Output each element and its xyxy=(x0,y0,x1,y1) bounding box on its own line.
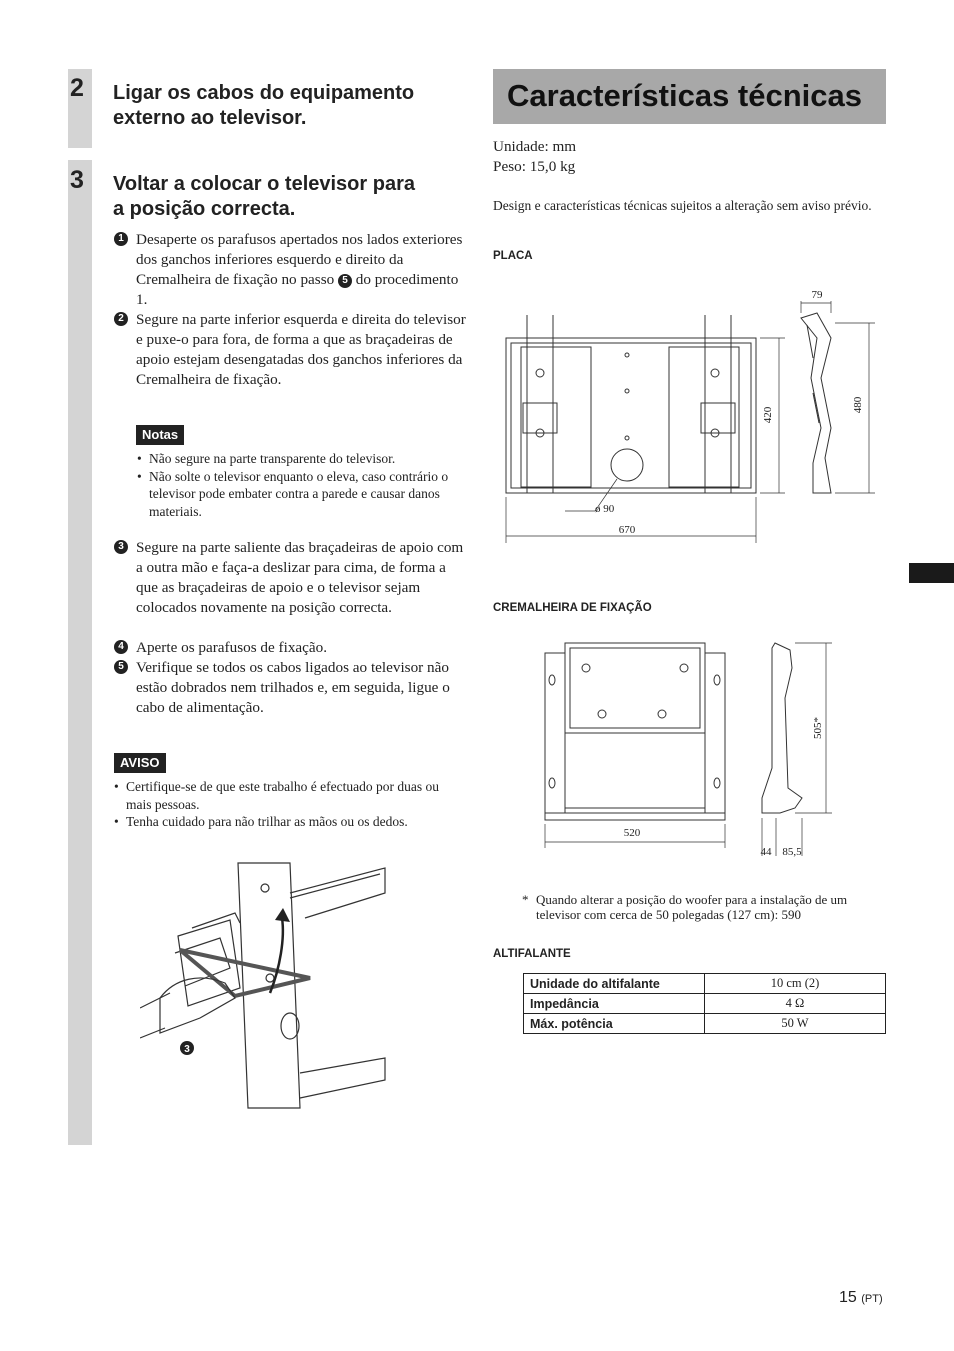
step-3-number: 3 xyxy=(70,166,84,194)
spec-key: Máx. potência xyxy=(524,1014,705,1034)
specs-disclaimer: Design e características técnicas sujeitos a alteração sem aviso prévio. xyxy=(493,198,872,213)
notes-label: Notas xyxy=(136,425,184,445)
procedure-item-3-number: 3 xyxy=(114,540,128,554)
spec-value: 10 cm (2) xyxy=(705,974,886,994)
step-2-title xyxy=(113,81,414,131)
placa-dim-depth: 79 xyxy=(811,289,823,301)
table-row xyxy=(524,994,886,1014)
page-lang: (PT) xyxy=(861,1293,883,1305)
specs-weight: Peso: 15,0 kg xyxy=(493,158,576,175)
step-2-title-line1: Ligar os cabos do equipamento xyxy=(113,82,415,104)
cremalheira-dim-base-b: 85,5 xyxy=(782,846,802,858)
step-3-title-line2: a posição correcta. xyxy=(113,198,296,220)
specs-title-bar xyxy=(493,69,886,124)
cremalheira-dim-base-a: 44 xyxy=(760,846,772,858)
step-2-number: 2 xyxy=(70,74,84,102)
placa-heading: PLACA xyxy=(493,250,533,262)
procedure-item-2-number: 2 xyxy=(114,312,128,326)
procedure-item-4-number: 4 xyxy=(114,640,128,654)
cremalheira-heading: CREMALHEIRA DE FIXAÇÃO xyxy=(493,602,652,614)
specs-unit: Unidade: mm xyxy=(493,138,577,155)
step-3-title xyxy=(113,172,415,222)
speaker-spec-table xyxy=(523,973,886,1034)
page-number-value: 15 xyxy=(839,1289,857,1306)
page-number xyxy=(839,1289,883,1307)
procedure-item-3: Segure na parte saliente das braçadeiras de apoio com a outra mão e faça-a deslizar para cima, de forma a que as braçadeiras de apoio e o televisor sejam colocados novamente na posição correcta. xyxy=(136,539,464,616)
placa-dim-side-height: 480 xyxy=(852,396,864,414)
placa-dim-height: 420 xyxy=(762,406,774,424)
note-item: • Não solte o televisor enquanto o eleva, caso contrário o televisor pode embater contra a parede e causar danos materiais. xyxy=(137,468,457,521)
procedure-item-1-text: Desaperte os parafusos apertados nos lados exteriores dos ganchos inferiores esquerdo e direito da Cremalheira de fixação no passo xyxy=(136,231,463,288)
section-tab-marker xyxy=(909,563,954,583)
step-3-bar xyxy=(68,160,92,1145)
procedure-item-1 xyxy=(136,230,466,310)
altifalante-heading: ALTIFALANTE xyxy=(493,948,571,960)
procedure-item-5: Verifique se todos os cabos ligados ao televisor não estão dobrados nem trilhados e, em seguida, ligue o cabo de alimentação. xyxy=(136,659,450,716)
illustration-callout: 3 xyxy=(184,1044,190,1055)
step-2-title-line2: externo ao televisor. xyxy=(113,107,307,129)
table-row xyxy=(524,1014,886,1034)
specs-title: Características técnicas xyxy=(507,78,863,113)
procedure-item-2: Segure na parte inferior esquerda e direita do televisor e puxe-o para fora, de forma a que as braçadeiras de apoio estejam desengatadas dos ganchos inferiores da Cremalheira de fixação. xyxy=(136,311,466,388)
spec-key: Impedância xyxy=(524,994,705,1014)
footnote-mark: * xyxy=(522,892,529,907)
step-3-title-line1: Voltar a colocar o televisor para xyxy=(113,173,415,195)
placa-drawing xyxy=(495,283,890,545)
procedure-item-5-number: 5 xyxy=(114,660,128,674)
cremalheira-dim-width: 520 xyxy=(623,827,641,839)
placa-dim-width: 670 xyxy=(618,524,636,536)
note-item: • Não segure na parte transparente do televisor. xyxy=(137,450,457,468)
procedure-item-1-text-end: do procedimento 1. xyxy=(136,271,459,308)
cremalheira-dim-height: 505* xyxy=(812,717,824,739)
warning-label: AVISO xyxy=(114,753,166,773)
notes-list xyxy=(137,450,457,520)
warning-item: • Tenha cuidado para não trilhar as mãos ou os dedos. xyxy=(114,813,454,831)
spec-value: 50 W xyxy=(705,1014,886,1034)
placa-dim-hole: ø 90 xyxy=(595,503,615,515)
cremalheira-drawing xyxy=(540,638,840,860)
spec-value: 4 Ω xyxy=(705,994,886,1014)
installation-illustration xyxy=(140,858,390,1118)
procedure-item-1-ref: 5 xyxy=(338,274,352,288)
procedure-item-1-number: 1 xyxy=(114,232,128,246)
table-row xyxy=(524,974,886,994)
warning-list xyxy=(114,778,454,831)
procedure-item-4: Aperte os parafusos de fixação. xyxy=(136,639,328,656)
warning-item: • Certifique-se de que este trabalho é efectuado por duas ou mais pessoas. xyxy=(114,778,454,813)
spec-key: Unidade do altifalante xyxy=(524,974,705,994)
footnote: Quando alterar a posição do woofer para a instalação de um televisor com cerca de 50 polegadas (127 cm): 590 xyxy=(536,892,848,922)
